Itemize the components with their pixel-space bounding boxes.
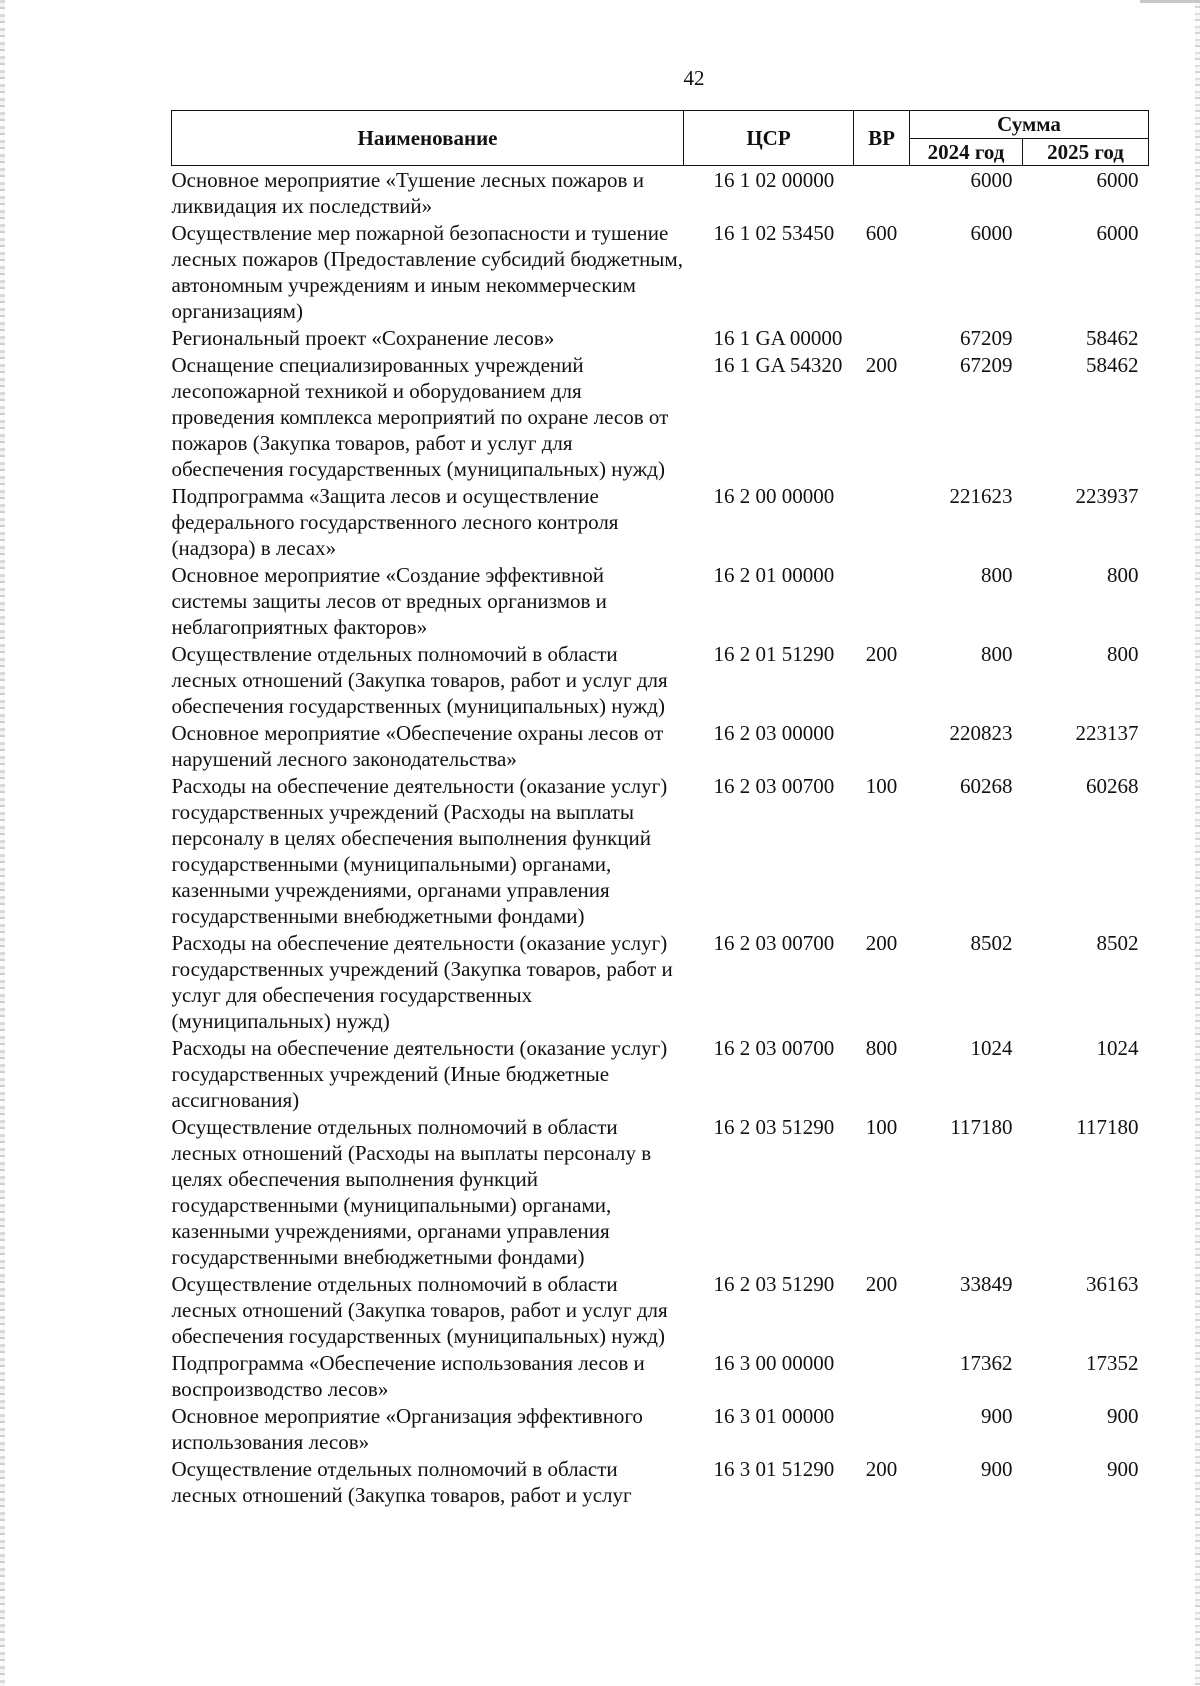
table-row (172, 1113, 1149, 1270)
table-row (172, 929, 1149, 1034)
row-sum-2024: 221623 (949, 484, 1013, 508)
row-name: Расходы на обеспечение деятельности (оказание услуг) государственных учреждений (Иные бюджетные ассигнования) (171, 1036, 668, 1112)
scan-edge-left (0, 0, 5, 1686)
row-sum-2024: 900 (981, 1404, 1013, 1428)
row-csr: 16 2 00 00000 (713, 484, 835, 508)
row-name: Основное мероприятие «Организация эффективного использования лесов» (171, 1404, 643, 1454)
row-csr: 16 2 03 00700 (713, 774, 835, 798)
row-name: Основное мероприятие «Тушение лесных пожаров и ликвидация их последствий» (171, 168, 644, 218)
header-csr: ЦСР (684, 111, 854, 166)
table-body (172, 166, 1149, 1509)
row-sum-2025: 223137 (1075, 721, 1139, 745)
row-name: Осуществление мер пожарной безопасности и тушение лесных пожаров (Предоставление субсидий бюджетным, автономным учреждениям и иным некоммерческим организациям) (171, 221, 683, 323)
row-csr: 16 2 03 51290 (713, 1115, 835, 1139)
row-sum-2025: 117180 (1076, 1115, 1139, 1139)
row-name: Осуществление отдельных полномочий в области лесных отношений (Закупка товаров, работ и услуг (171, 1457, 632, 1507)
header-year-2025: 2025 год (1023, 138, 1149, 166)
row-vr (854, 719, 910, 772)
row-vr (854, 324, 910, 351)
row-sum-2025: 900 (1107, 1457, 1139, 1481)
row-name: Подпрограмма «Обеспечение использования лесов и воспроизводство лесов» (171, 1351, 645, 1401)
row-sum-2024: 67209 (960, 353, 1013, 377)
row-csr: 16 1 02 00000 (713, 168, 835, 192)
row-name: Осуществление отдельных полномочий в области лесных отношений (Закупка товаров, работ и услуг для обеспечения государственных (муниципальных) нужд) (171, 1272, 668, 1348)
row-name: Расходы на обеспечение деятельности (оказание услуг) государственных учреждений (Закупка товаров, работ и услуг для обеспечения государственных (муниципальных) нужд) (171, 931, 673, 1033)
row-sum-2024: 17362 (960, 1351, 1013, 1375)
row-sum-2024: 800 (981, 642, 1013, 666)
row-vr: 200 (865, 353, 898, 377)
row-vr: 200 (865, 1457, 898, 1481)
header-name: Наименование (172, 111, 684, 166)
table-row (172, 482, 1149, 561)
table-row (172, 1270, 1149, 1349)
table-row (172, 561, 1149, 640)
row-sum-2025: 17352 (1086, 1351, 1139, 1375)
table-row (172, 324, 1149, 351)
row-vr: 200 (865, 642, 898, 666)
row-sum-2024: 6000 (970, 168, 1013, 192)
row-sum-2025: 6000 (1096, 168, 1139, 192)
row-sum-2025: 900 (1107, 1404, 1139, 1428)
row-name: Расходы на обеспечение деятельности (оказание услуг) государственных учреждений (Расходы на выплаты персоналу в целях обеспечения выполнения функций государственными (муниципальными) органами, казенными учреждениями, органами управления государственными внебюджетными фондами) (171, 774, 668, 928)
row-csr: 16 2 03 00000 (713, 721, 835, 745)
row-vr: 100 (865, 1115, 898, 1139)
row-vr: 600 (865, 221, 898, 245)
row-csr: 16 1 GA 54320 (713, 353, 843, 377)
row-name: Оснащение специализированных учреждений лесопожарной техникой и оборудованием для проведения комплекса мероприятий по охране лесов от пожаров (Закупка товаров, работ и услуг для обеспечения государственных (муниципальных) нужд) (171, 353, 669, 481)
row-vr: 100 (865, 774, 898, 798)
row-sum-2024: 220823 (949, 721, 1013, 745)
row-csr: 16 1 GA 00000 (713, 326, 843, 350)
row-sum-2025: 223937 (1075, 484, 1139, 508)
row-sum-2025: 58462 (1086, 353, 1139, 377)
row-sum-2024: 67209 (960, 326, 1013, 350)
row-vr (854, 1402, 910, 1455)
row-sum-2025: 6000 (1096, 221, 1139, 245)
row-sum-2024: 8502 (970, 931, 1013, 955)
row-csr: 16 2 03 51290 (713, 1272, 835, 1296)
row-sum-2025: 800 (1107, 642, 1139, 666)
row-vr: 200 (865, 931, 898, 955)
row-sum-2024: 117180 (950, 1115, 1013, 1139)
row-csr: 16 3 01 51290 (713, 1457, 835, 1481)
table-row (172, 351, 1149, 482)
row-csr: 16 2 01 00000 (713, 563, 835, 587)
table-row (172, 719, 1149, 772)
row-sum-2025: 60268 (1086, 774, 1139, 798)
row-vr: 200 (865, 1272, 898, 1296)
page-number: 42 (683, 66, 705, 90)
row-vr (854, 482, 910, 561)
row-sum-2024: 1024 (970, 1036, 1013, 1060)
row-vr (854, 166, 910, 220)
row-vr (854, 561, 910, 640)
row-sum-2025: 1024 (1096, 1036, 1139, 1060)
table-row (172, 166, 1149, 220)
row-name: Основное мероприятие «Создание эффективной системы защиты лесов от вредных организмов и неблагоприятных факторов» (171, 563, 607, 639)
row-name: Осуществление отдельных полномочий в области лесных отношений (Закупка товаров, работ и услуг для обеспечения государственных (муниципальных) нужд) (171, 642, 668, 718)
row-csr: 16 3 01 00000 (713, 1404, 835, 1428)
row-sum-2024: 33849 (960, 1272, 1013, 1296)
budget-table (171, 110, 1149, 1508)
row-name: Осуществление отдельных полномочий в области лесных отношений (Расходы на выплаты персоналу в целях обеспечения выполнения функций государственными (муниципальными) органами, казенными учреждениями, органами управления государственными внебюджетными фондами) (171, 1115, 652, 1269)
header-year-2024: 2024 год (910, 138, 1023, 166)
row-sum-2024: 900 (981, 1457, 1013, 1481)
row-name: Подпрограмма «Защита лесов и осуществление федерального государственного лесного контроля (надзора) в лесах» (171, 484, 619, 560)
table-row (172, 640, 1149, 719)
row-sum-2024: 800 (981, 563, 1013, 587)
table-row (172, 1402, 1149, 1455)
row-sum-2025: 8502 (1096, 931, 1139, 955)
header-sum: Сумма (910, 111, 1149, 139)
row-csr: 16 2 01 51290 (713, 642, 835, 666)
table-row (172, 219, 1149, 324)
table-row (172, 1455, 1149, 1508)
row-sum-2024: 60268 (960, 774, 1013, 798)
table-row (172, 1349, 1149, 1402)
scan-edge-top (1140, 0, 1200, 3)
scan-edge-right (1195, 0, 1200, 1686)
row-csr: 16 3 00 00000 (713, 1351, 835, 1375)
table-row (172, 1034, 1149, 1113)
row-name: Основное мероприятие «Обеспечение охраны лесов от нарушений лесного законодательства» (171, 721, 664, 771)
row-vr (854, 1349, 910, 1402)
row-sum-2025: 800 (1107, 563, 1139, 587)
row-name: Региональный проект «Сохранение лесов» (171, 326, 555, 350)
row-csr: 16 2 03 00700 (713, 1036, 835, 1060)
row-sum-2025: 36163 (1086, 1272, 1139, 1296)
row-csr: 16 2 03 00700 (713, 931, 835, 955)
row-csr: 16 1 02 53450 (713, 221, 835, 245)
header-vr: ВР (854, 111, 910, 166)
row-vr: 800 (865, 1036, 898, 1060)
row-sum-2024: 6000 (970, 221, 1013, 245)
row-sum-2025: 58462 (1086, 326, 1139, 350)
table-row (172, 772, 1149, 929)
